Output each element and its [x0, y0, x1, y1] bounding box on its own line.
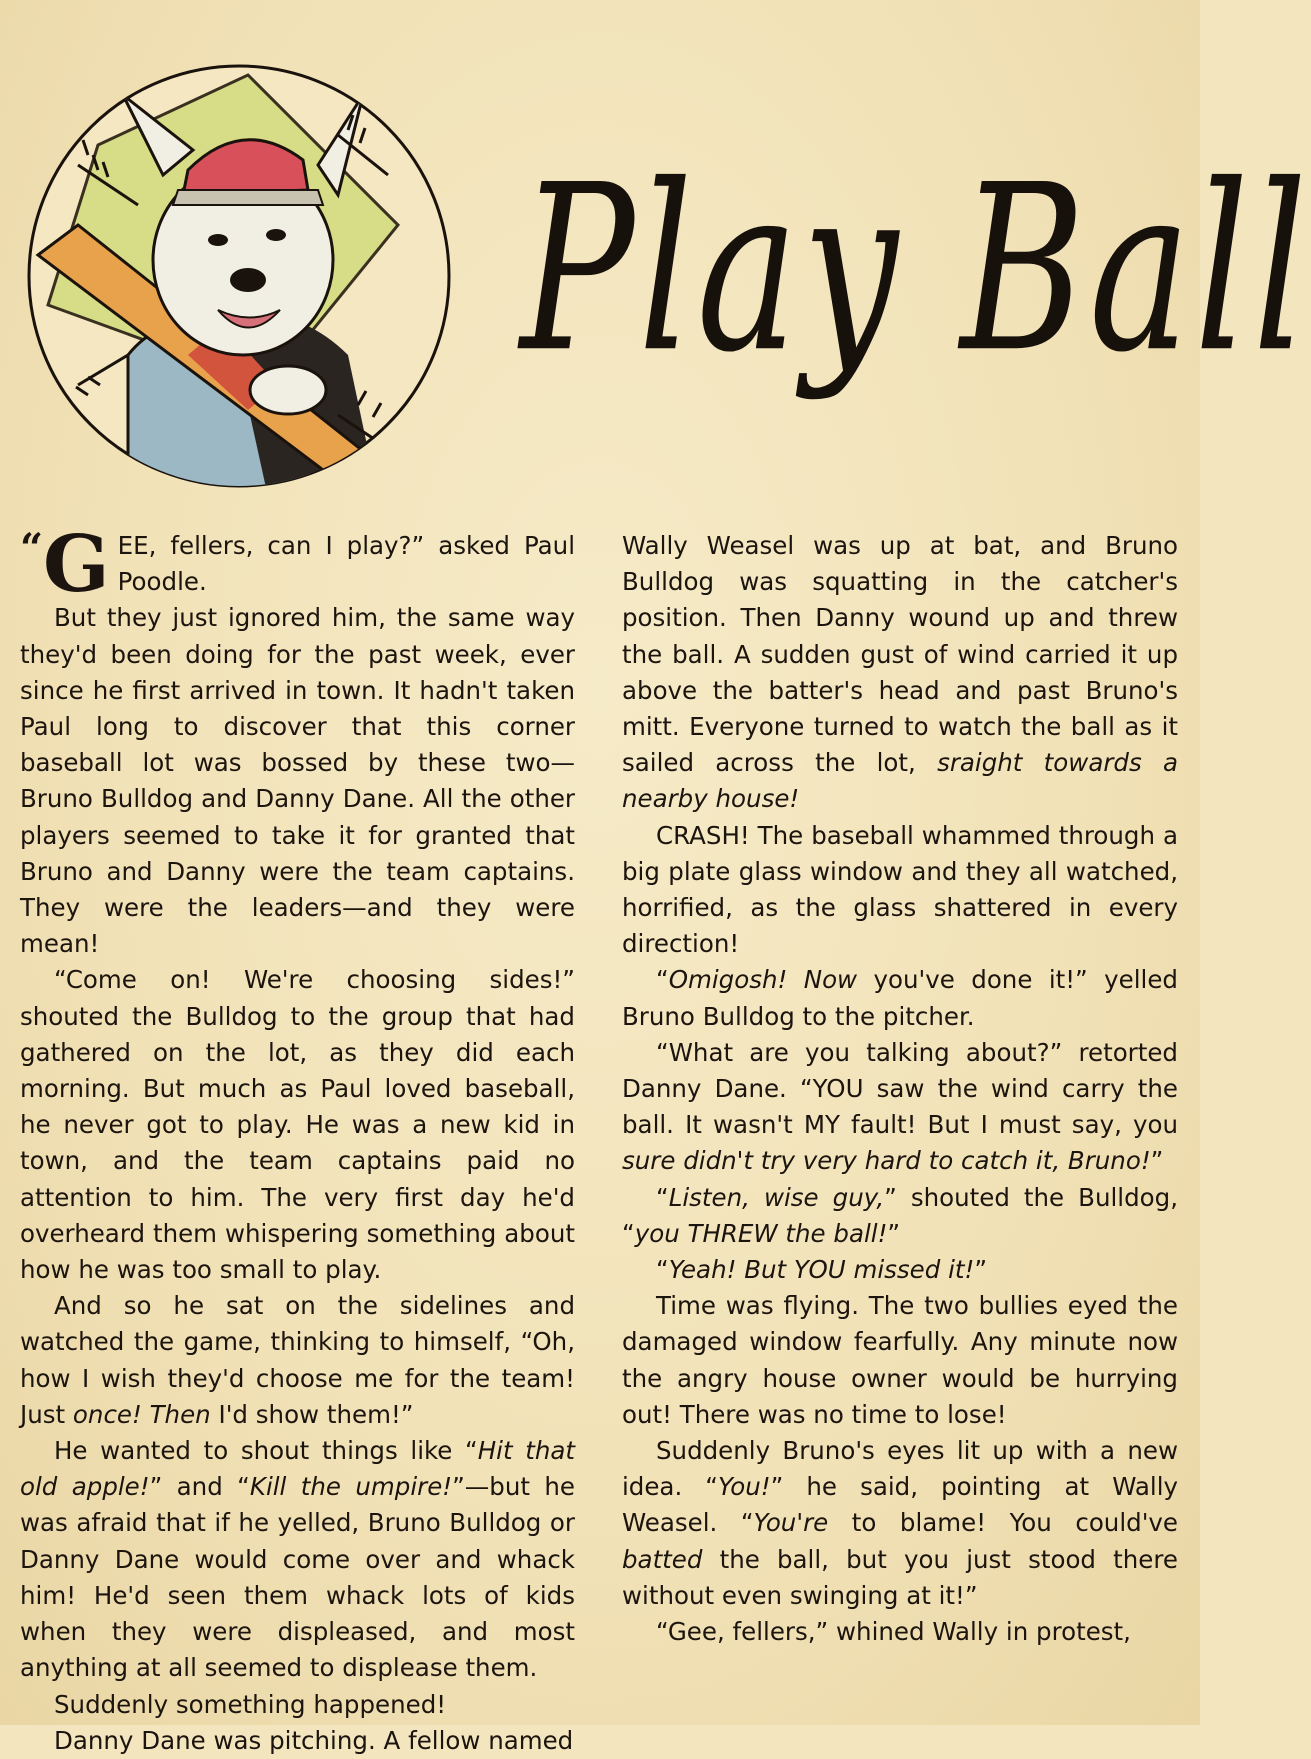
dog-baseball-illustration	[18, 55, 460, 497]
right-column	[622, 528, 1178, 1650]
paragraph-r3: “Omigosh! Now you've done it!” yelled Bruno Bulldog to the pitcher.	[622, 965, 1178, 1031]
paragraph-3: “Come on! We're choosing sides!” shouted the Bulldog to the group that had gathered on the lot, as they did each morning. But much as Paul loved baseball, he never got to play. He was a new kid in town, and the team captains paid no attention to him. The very first day he'd overheard them whispering something about how he was too small to play.	[20, 965, 575, 1285]
paragraph-r6: “Yeah! But YOU missed it!”	[656, 1255, 988, 1285]
paragraph-r5: “Listen, wise guy,” shouted the Bulldog, “you THREW the ball!”	[622, 1182, 1178, 1248]
paragraph-1: “G EE, fellers, can I play?” asked Paul Poodle.	[20, 519, 575, 610]
paragraph-r8: Suddenly Bruno's eyes lit up with a new idea. “You!” he said, pointing at Wally Weasel. “You're to blame! You could've batted the ball, but you just stood there without even swinging at it!”	[622, 1436, 1179, 1610]
paragraph-r4: “What are you talking about?” retorted Danny Dane. “YOU saw the wind carry the ball. It wasn't MY fault! But I must say, you sure didn't try very hard to catch it, Bruno!”	[622, 1037, 1178, 1176]
left-column	[20, 519, 575, 1759]
paragraph-7: Danny Dane was pitching. A fellow named	[54, 1725, 574, 1755]
drop-cap: “G	[20, 519, 110, 610]
paragraph-6: Suddenly something happened!	[54, 1689, 447, 1719]
story-title: Play Ball	[520, 136, 1311, 404]
paragraph-r1: Wally Weasel was up at bat, and Bruno Bulldog was squatting in the catcher's position. Then Danny wound up and threw the ball. A sudden gust of wind carried it up above the batter's head and past Bruno's mitt. Everyone turned to watch the ball as it sailed across the lot, sraight towards a nearby house!	[622, 531, 1179, 814]
paragraph-r2: CRASH! The baseball whammed through a big plate glass window and they all watched, horrified, as the glass shattered in every direction!	[622, 820, 1178, 959]
paragraph-2: But they just ignored him, the same way they'd been doing for the past week, ever since he first arrived in town. It hadn't taken Paul long to discover that this corner baseball lot was bossed by these two—Bruno Bulldog and Danny Dane. All the other players seemed to take it for granted that Bruno and Danny were the team captains. They were the leaders—and they were mean!	[20, 603, 575, 959]
paragraph-r9: “Gee, fellers,” whined Wally in protest,	[656, 1617, 1131, 1647]
paragraph-5: He wanted to shout things like “Hit that old apple!” and “Kill the umpire!”—but he was afraid that if he yelled, Bruno Bulldog or Danny Dane would come over and whack him! He'd seen them whack lots of kids when they were displeased, and most anything at all seemed to displease them.	[20, 1436, 575, 1683]
paragraph-r7: Time was flying. The two bullies eyed the damaged window fearfully. Any minute now the angry house owner would be hurrying out! There was no time to lose!	[622, 1291, 1178, 1429]
paragraph-4: And so he sat on the sidelines and watched the game, thinking to himself, “Oh, how I wish they'd choose me for the team! Just once! Then I'd show them!”	[20, 1291, 575, 1429]
